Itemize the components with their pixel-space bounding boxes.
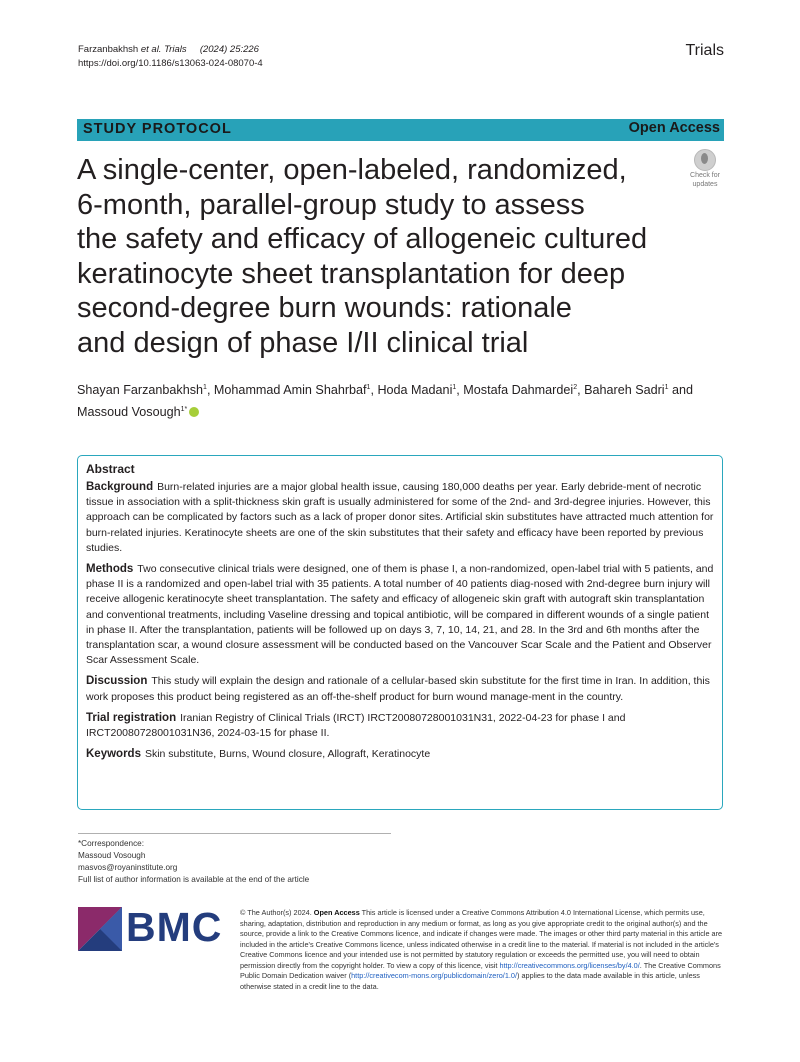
running-header: [78, 43, 263, 71]
license-body-1: This article is licensed under a Creative Commons Attribution 4.0 International License, which permits use, sharing, adaptation, distribution and reproduction in any medium or format, as long as you give appropriate credit to the original author(s) and the source, provide a link to the Creative Commons licence, and indicate if changes were made. The images or other third party material in this article are included in the article's Creative Commons licence, unless indicated otherwise in a credit line to the material. If material is not included in the article's Creative Commons licence and your intended use is not permitted by statutory regulation or exceeds the permitted use, you will need to obtain permission directly from the copyright holder. To view a copy of this licence, visit: [240, 908, 723, 970]
check-updates-line2: updates: [692, 180, 718, 188]
title-line: A single-center, open-labeled, randomized,: [77, 154, 627, 186]
author-name: , Bahareh Sadri: [577, 383, 665, 398]
doi-link[interactable]: https://doi.org/10.1186/s13063-024-08070-4: [78, 58, 263, 69]
title-line: 6-month, parallel-group study to assess: [77, 188, 585, 221]
abstract-section-trial-registration: [86, 711, 714, 741]
affiliation-marker: 1*: [180, 406, 188, 414]
abstract-section-discussion: [86, 674, 714, 704]
section-label: Trial registration: [86, 711, 177, 724]
correspondence-email[interactable]: masvos@royaninstitute.org: [78, 863, 178, 872]
author-name: , Mostafa Dahmardei: [456, 383, 574, 398]
orcid-icon[interactable]: [189, 407, 199, 417]
article-type-label: STUDY PROTOCOL: [83, 121, 232, 137]
check-for-updates-badge[interactable]: [685, 149, 725, 188]
affiliation-marker: 1: [203, 384, 207, 391]
correspondence-name: Massoud Vosough: [78, 851, 146, 860]
abstract-section-methods: [86, 562, 714, 668]
section-text: Burn-related injuries are a major global health issue, causing 180,000 deaths per year. Early debride-ment of necrotic tissue in association with a split-thickness skin graft is usually administered for some of the 2nd- and 3rd-degree injuries. However, this approach can be complicated by factors such as a lack of proper donor sites. Artificial skin substitutes have attracted much attention for burn-related injuries. Keratinocyte sheets are one of the skin substitutes that their safety and efficacy have been reported by previous studies.: [86, 481, 714, 554]
license-text: [240, 908, 728, 992]
title-line: the safety and efficacy of allogeneic cultured: [77, 223, 648, 255]
title-line: keratinocyte sheet transplantation for deep: [77, 257, 626, 290]
correspondence-note: Full list of author information is available at the end of the article: [78, 875, 310, 884]
abstract-section-background: [86, 480, 714, 556]
affiliation-marker: 1: [366, 384, 371, 391]
author-list: [77, 378, 727, 422]
author-name: , Mohammad Amin Shahrbaf: [206, 383, 367, 398]
header-year-volume: (2024) 25:226: [199, 44, 259, 55]
author-name: Shayan Farzanbakhsh: [77, 383, 204, 398]
section-text: Iranian Registry of Clinical Trials (IRCT) IRCT20080728001031N31, 2022-04-23 for phase I and IRCT20080728001031N36, 2024-03-15 for phase II.: [86, 711, 626, 740]
correspondence-block: [78, 838, 309, 886]
section-label: Methods: [86, 563, 134, 576]
abstract-box: [77, 455, 723, 810]
license-copyright: © The Author(s) 2024.: [240, 908, 312, 917]
section-text: Skin substitute, Burns, Wound closure, Allograft, Keratinocyte: [144, 748, 431, 761]
open-access-label: Open Access: [628, 120, 720, 136]
affiliation-marker: 2: [573, 384, 578, 391]
bmc-logo: [78, 904, 228, 951]
license-link-cc-by[interactable]: http://creativecommons.org/licenses/by/4.0/: [499, 960, 640, 970]
section-text: Two consecutive clinical trials were designed, one of them is phase I, a non-randomized, open-label trial with 5 patients, and phase II is a randomized and open-label trial with 35 patients. A total number of 40 patients diag-nosed with 2nd-degree burn injury will receive allogenic keratinocyte sheet transplantation. The safety and efficacy of allogeneic skin graft with autograft skin transplantation and conventional treatments, including Vaseline dressing and topical antibiotic, will be compared in different wounds of a single patient in phase II. After the transplantation, patients will be followed up on days 3, 7, 10, 14, 21, and 28. In the 3rd and 6th months after the transplantation scar, a wound closure assessment will be conducted based on the Vancouver Scar Scale and the Patient and Observer Scar Assessment Scale.: [86, 563, 714, 667]
license-body-3: ) applies to the data made available in this article, unless otherwise stated in a credit line to the data.: [240, 971, 700, 991]
license-open-access: Open Access: [313, 908, 360, 917]
bmc-logo-text: BMC: [126, 904, 223, 950]
abstract-heading: Abstract: [86, 462, 135, 476]
check-updates-icon: [694, 149, 716, 171]
author-name: , Hoda Madani: [370, 383, 453, 398]
article-type-band: [77, 119, 724, 141]
affiliation-marker: 1: [664, 384, 669, 391]
journal-name: Trials: [685, 42, 724, 59]
article-title: [77, 153, 682, 360]
section-label: Keywords: [86, 748, 141, 761]
author-name: and Massoud Vosough: [77, 383, 694, 420]
section-label: Discussion: [86, 675, 148, 688]
section-label: Background: [86, 481, 154, 493]
correspondence-label: *Correspondence:: [78, 839, 144, 848]
license-link-cc-zero[interactable]: http://creativecom-mons.org/publicdomain/zero/1.0/: [351, 971, 518, 980]
title-line: and design of phase I/II clinical trial: [77, 326, 529, 359]
citation-line: [78, 43, 263, 57]
affiliation-marker: 1: [452, 384, 457, 391]
abstract-section-keywords: [86, 747, 714, 762]
check-updates-line1: Check for: [690, 172, 720, 179]
bmc-logo-icon: [78, 907, 122, 951]
title-line: second-degree burn wounds: rationale: [77, 292, 572, 324]
header-author: Farzanbakhsh: [78, 44, 139, 55]
footnote-divider: [78, 833, 391, 834]
section-text: This study will explain the design and rationale of a cellular-based skin substitute for the first time in Iran. In addition, this work proposes this product being registered as an off-the-shelf product for burn wound manage-ment in the country.: [86, 675, 710, 703]
header-journal-abbrev: et al. Trials: [140, 44, 187, 55]
license-body-2: . The Creative Commons Public Domain Dedication waiver (: [240, 960, 721, 980]
